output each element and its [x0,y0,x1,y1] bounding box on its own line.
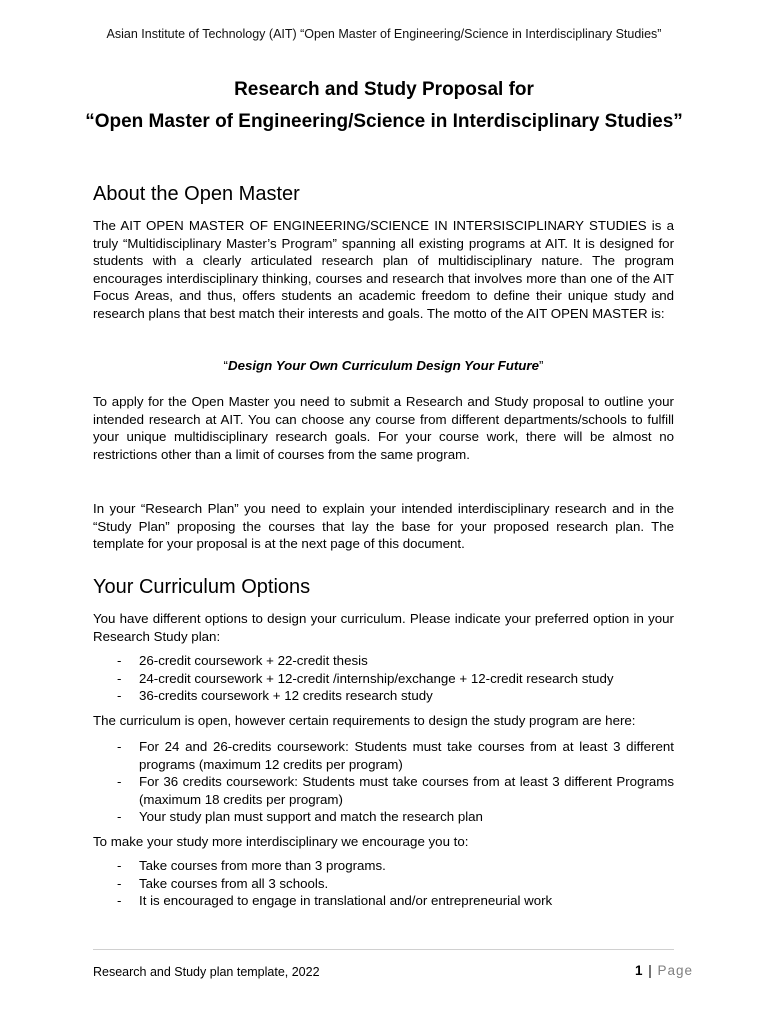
options-list [93,652,674,705]
page-number-value: 1 [634,963,644,978]
list-item: - Take courses from more than 3 programs. [93,857,674,875]
motto-close-quote: ” [539,358,544,373]
motto-text: Design Your Own Curriculum Design Your Future [227,358,540,373]
title-line-2: “Open Master of Engineering/Science in Interdisciplinary Studies” [85,111,683,132]
list-item: - Take courses from all 3 schools. [93,875,674,893]
list-item: - 36-credits coursework + 12 credits research study [93,687,674,705]
footer-divider [93,949,674,950]
requirements-list [93,738,674,826]
list-item: - 26-credit coursework + 22-credit thesis [93,652,674,670]
about-heading: About the Open Master [93,183,300,205]
about-paragraph-1: The AIT OPEN MASTER OF ENGINEERING/SCIENCE IN INTERSISCIPLINARY STUDIES is a truly “Multidisciplinary Master’s Program” spanning all existing programs at AIT. It is designed for students with a clearly articulated research plan of multidisciplinary nature. The program encourages interdisciplinary thinking, courses and research that involves more than one of the AIT Focus Areas, and thus, offers students an academic freedom to define their unique study and research plans that best match their interests and goals. The motto of the AIT OPEN MASTER is: [93,218,674,321]
encourage-intro: To make your study more interdisciplinary we encourage you to: [93,834,469,849]
title-line-1: Research and Study Proposal for [234,79,534,100]
list-item: - It is encouraged to engage in translational and/or entrepreneurial work [93,892,674,910]
curriculum-heading: Your Curriculum Options [93,576,311,598]
list-item: - Your study plan must support and match the research plan [93,808,674,826]
motto-open-quote: “ [223,358,228,373]
list-item: - 24-credit coursework + 12-credit /internship/exchange + 12-credit research study [93,670,674,688]
curriculum-intro: You have different options to design your curriculum. Please indicate your preferred option in your Research Study plan: [93,611,674,644]
page-header: Asian Institute of Technology (AIT) “Open Master of Engineering/Science in Interdisciplinary Studies” [106,27,662,41]
about-paragraph-2: To apply for the Open Master you need to submit a Research and Study proposal to outline your intended research at AIT. You can choose any course from different departments/schools to fulfill your unique multidisciplinary research goals. For your course work, there will be almost no restrictions other than a limit of courses from the same program. [93,394,674,462]
list-item: - For 36 credits coursework: Students must take courses from at least 3 different Programs (maximum 18 credits per program) [93,773,674,808]
page-label: Page [657,963,693,978]
motto [93,358,674,373]
page-separator: | [643,963,658,978]
list-item: - For 24 and 26-credits coursework: Students must take courses from at least 3 different programs (maximum 12 credits per program) [93,738,674,773]
encourage-list [93,857,674,910]
requirements-intro: The curriculum is open, however certain requirements to design the study program are here: [93,713,636,728]
page-number [635,963,693,978]
footer-left-text: Research and Study plan template, 2022 [93,965,320,979]
about-paragraph-3: In your “Research Plan” you need to explain your intended interdisciplinary research and in the “Study Plan” proposing the courses that lay the base for your proposed research plan. The template for your proposal is at the next page of this document. [93,501,674,552]
